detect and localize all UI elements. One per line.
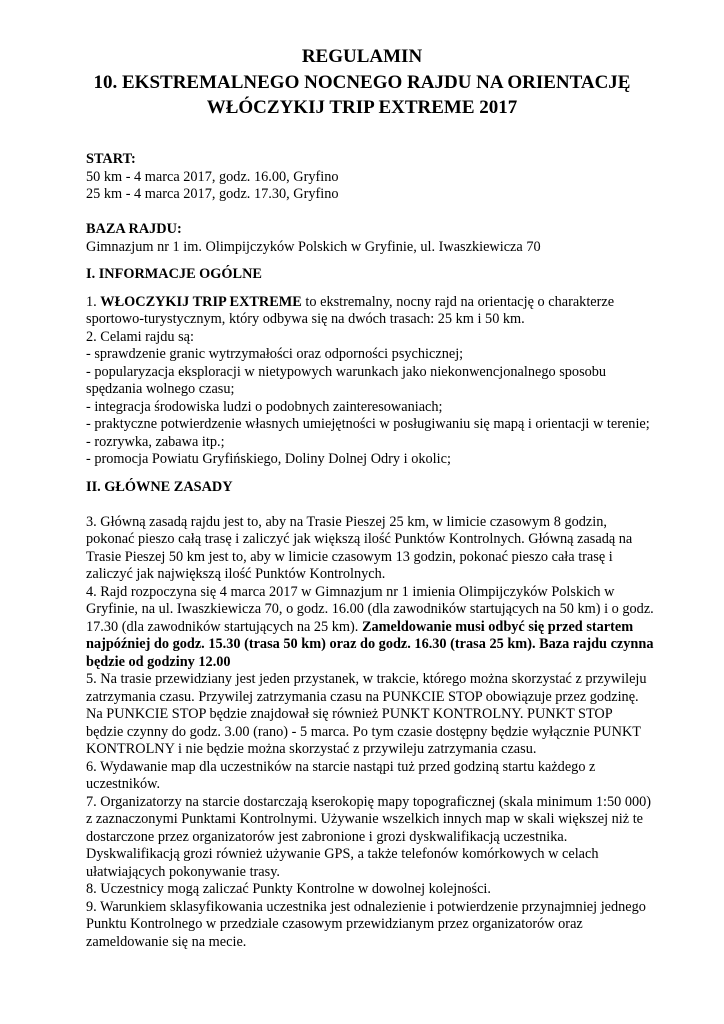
goal-item: - popularyzacja eksploracji w nietypowych warunkach jako niekonwencjonalnego sposobu [86,363,607,380]
paragraph-3: pokonać pieszo całą trasę i zaliczyć jak większą ilość Punktów Kontrolnych. Główną zasadą na [86,531,633,547]
paragraph-7: Dyskwalifikacją grozi również używanie GPS, a także telefonów komórkowych w celach [86,846,599,862]
paragraph-3: zaliczyć jak największą ilość Punktów Kontrolnych. [86,566,386,582]
paragraph-3: 3. Główną zasadą rajdu jest to, aby na Trasie Pieszej 25 km, w limicie czasowym 8 godzin, [86,513,607,530]
paragraph-1: 1. WŁOCZYKIJ TRIP EXTREME to ekstremalny, nocny rajd na orientację o charakterze [86,293,615,310]
goal-item: spędzania wolnego czasu; [86,381,235,397]
paragraph-9: 9. Warunkiem sklasyfikowania uczestnika jest odnalezienie i potwierdzenie przynajmniej jednego [86,898,646,915]
paragraph-7: dostarczone przez organizatorów jest zabronione i grozi dyskwalifikacją uczestnika. [86,828,568,845]
goal-item: - promocja Powiatu Gryfińskiego, Doliny Dolnej Odry i okolic; [86,451,451,467]
goal-item: - rozrywka, zabawa itp.; [86,433,225,450]
paragraph-4: będzie od godziny 12.00 [86,653,231,670]
start-heading: START: [86,151,136,167]
paragraph-7: 7. Organizatorzy na starcie dostarczają kserokopię mapy topograficznej (skala minimum 1:50 000) [86,793,652,810]
doc-title-line-1: REGULAMIN [301,46,423,67]
base-address: Gimnazjum nr 1 im. Olimpijczyków Polskich w Gryfinie, ul. Iwaszkiewicza 70 [86,238,541,255]
doc-title-line-3: WŁÓCZYKIJ TRIP EXTREME 2017 [206,97,518,118]
paragraph-9: Punktu Kontrolnego w przedziale czasowym przewidzianym przez organizatorów oraz [86,916,583,932]
paragraph-4: Gryfinie, na ul. Iwaszkiewicza 70, o godz. 16.00 (dla zawodników startujących na 50 km) i o godz. [86,601,654,617]
paragraph-5: KONTROLNY i nie będzie można skorzystać z przywileju zatrzymania czasu. [86,741,537,757]
paragraph-6: uczestników. [86,776,161,792]
paragraph-3: Trasie Pieszej 50 km jest to, aby w limicie czasowym 13 godzin, pokonać pieszo cała trasę i [86,548,613,565]
document-body [86,151,686,951]
goal-item: - praktyczne potwierdzenie własnych umiejętności w posługiwaniu się mapą i orientacji w terenie; [86,416,650,432]
section-2-heading: II. GŁÓWNE ZASADY [86,478,233,495]
start-50km: 50 km - 4 marca 2017, godz. 16.00, Gryfino [86,168,339,185]
paragraph-9: zameldowanie się na mecie. [86,933,247,950]
paragraph-8: 8. Uczestnicy mogą zaliczać Punkty Kontrolne w dowolnej kolejności. [86,881,491,897]
paragraph-4: najpóźniej do godz. 15.30 (trasa 50 km) oraz do godz. 16.30 (trasa 25 km). Baza rajdu czynna [86,636,654,652]
paragraph-7: ułatwiających pokonywanie trasy. [86,863,280,880]
paragraph-5: będzie czynny do godz. 3.00 (rano) - 5 marca. Po tym czasie dostępny będzie wyłącznie PUNKT [86,723,642,740]
paragraph-6: 6. Wydawanie map dla uczestników na starcie nastąpi tuż przed godziną startu każdego z [86,758,596,775]
goal-item: - integracja środowiska ludzi o podobnych zainteresowaniach; [86,398,443,415]
paragraph-2: 2. Celami rajdu są: [86,328,194,345]
paragraph-5: 5. Na trasie przewidziany jest jeden przystanek, w trakcie, którego można skorzystać z przywileju [86,671,647,687]
paragraph-4: 4. Rajd rozpoczyna się 4 marca 2017 w Gimnazjum nr 1 imienia Olimpijczyków Polskich w [86,583,615,600]
paragraph-7: z zaznaczonymi Punktami Kontrolnymi. Używanie wszelkich innych map w skali większej niż te [86,811,644,827]
paragraph-1-cont: sportowo-turystycznym, który odbywa się na dwóch trasach: 25 km i 50 km. [86,311,525,327]
event-name: WŁOCZYKIJ TRIP EXTREME [100,293,302,310]
base-heading: BAZA RAJDU: [86,221,182,237]
start-25km: 25 km - 4 marca 2017, godz. 17.30, Gryfino [86,186,339,202]
doc-title-line-2: 10. EKSTREMALNEGO NOCNEGO RAJDU NA ORIENTACJĘ [93,72,631,93]
section-1-heading: I. INFORMACJE OGÓLNE [86,266,262,282]
paragraph-5: zatrzymania czasu. Przywilej zatrzymania czasu na PUNKCIE STOP obowiązuje przez godzinę. [86,688,639,705]
paragraph-5: Na PUNKCIE STOP będzie znajdował się również PUNKT KONTROLNY. PUNKT STOP [86,706,613,722]
goal-item: - sprawdzenie granic wytrzymałości oraz odporności psychicznej; [86,346,464,362]
paragraph-4: 17.30 (dla zawodników startujących na 25 km). Zameldowanie musi odbyć się przed startem [86,618,634,635]
